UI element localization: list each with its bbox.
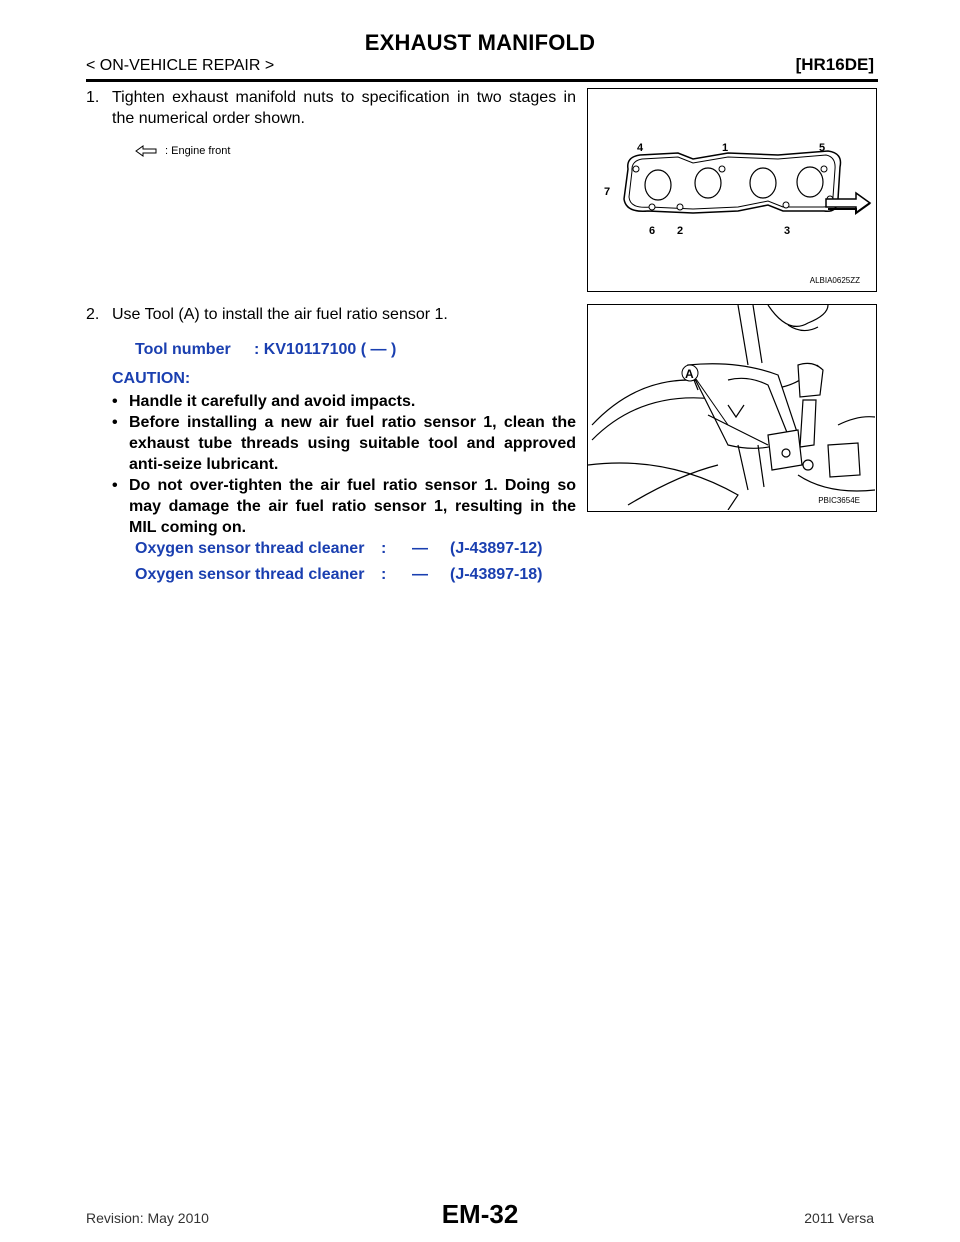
bolt-label-6: 6 [649, 225, 656, 237]
page-title: EXHAUST MANIFOLD [364, 30, 596, 55]
caution-item: • Before installing a new air fuel ratio sensor 1, clean the exhaust tube threads using suitable tool and approved anti-seize lubricant. [112, 412, 576, 475]
bolt-label-5: 5 [819, 142, 826, 154]
cleaner-1-sep: : [381, 540, 387, 557]
cleaner-2-label: Oxygen sensor thread cleaner [135, 566, 365, 583]
step-number: 2. [86, 306, 100, 323]
legend-text: : Engine front [165, 145, 231, 157]
caution-list [112, 391, 576, 538]
figure-code: PBIC3654E [818, 496, 860, 505]
bolt-label-2: 2 [677, 225, 684, 237]
engine-code: [HR16DE] [795, 55, 874, 74]
manifold-gasket-illustration [588, 89, 875, 289]
caution-item: • Handle it carefully and avoid impacts. [112, 391, 576, 412]
bolt-label-3: 3 [784, 225, 791, 237]
step-text: Use Tool (A) to install the air fuel ratio sensor 1. [112, 306, 448, 323]
manifold-diagram [587, 88, 877, 292]
page-number: EM-32 [441, 1199, 519, 1229]
tool-number-value: : KV10117100 ( — ) [254, 341, 397, 358]
engine-front-legend [135, 145, 230, 157]
step-2 [86, 304, 576, 325]
cleaner-2-sep: : [381, 566, 387, 583]
callout-label: A [685, 367, 694, 381]
model-year: 2011 Versa [804, 1210, 874, 1226]
cleaner-2-code: (J-43897-18) [450, 566, 543, 583]
step-1 [86, 87, 576, 129]
caution-item: • Do not over-tighten the air fuel ratio sensor 1. Doing so may damage the air fuel ratio sensor 1, resulting in the MIL coming on. [112, 475, 576, 538]
bolt-label-1: 1 [722, 142, 729, 154]
bolt-label-4: 4 [637, 142, 644, 154]
bolt-label-7: 7 [604, 186, 611, 198]
cleaner-1-label: Oxygen sensor thread cleaner [135, 540, 365, 557]
air-fuel-ratio-sensor-illustration [588, 305, 875, 510]
cleaner-1-dash: — [412, 540, 428, 557]
caution-heading: CAUTION: [112, 370, 191, 387]
section-subheading: < ON-VEHICLE REPAIR > [86, 57, 275, 74]
hollow-arrow-icon [135, 145, 157, 157]
sensor-installation-diagram [587, 304, 877, 512]
step-number: 1. [86, 89, 100, 106]
cleaner-2-dash: — [412, 566, 428, 583]
header-rule [86, 79, 878, 82]
step-text: Tighten exhaust manifold nuts to specification in two stages in the numerical order shown. [112, 89, 576, 127]
cleaner-1-code: (J-43897-12) [450, 540, 543, 557]
revision-date: Revision: May 2010 [86, 1210, 209, 1226]
tool-number-label: Tool number [135, 341, 231, 358]
figure-code: ALBIA0625ZZ [809, 276, 860, 285]
